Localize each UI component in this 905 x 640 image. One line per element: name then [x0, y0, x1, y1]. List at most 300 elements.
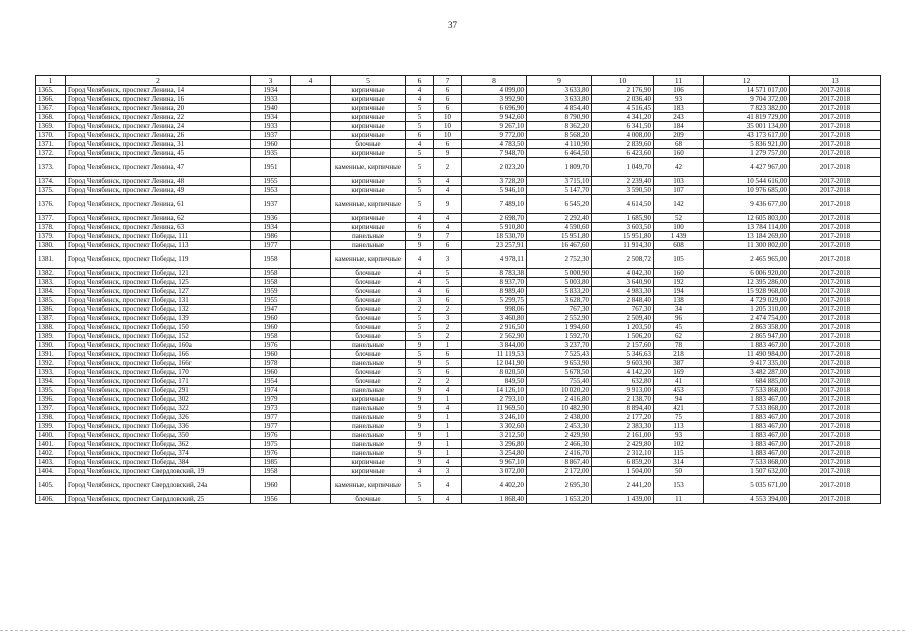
row-index-cell: 1397. — [36, 404, 66, 413]
residents-cell: 78 — [654, 341, 704, 350]
living-area-cell: 10 482,90 — [527, 404, 592, 413]
address-cell: Город Челябинск, проспект Свердловский, 25 — [66, 495, 251, 504]
wall-material-cell: кирпичные — [331, 86, 406, 95]
address-cell: Город Челябинск, проспект Победы, 132 — [66, 305, 251, 314]
cost-cell: 2 863 358,00 — [704, 323, 790, 332]
residents-cell: 75 — [654, 413, 704, 422]
living-area-cell: 5 147,70 — [527, 186, 592, 195]
residential-area-cell: 1 506,20 — [592, 332, 654, 341]
year-renovated-cell — [291, 395, 331, 404]
residents-cell: 113 — [654, 422, 704, 431]
floors-cell: 4 — [406, 86, 434, 95]
repair-period-cell: 2017-2018 — [790, 413, 881, 422]
repair-period-cell: 2017-2018 — [790, 449, 881, 458]
table-body — [36, 76, 881, 504]
residential-area-cell: 5 346,63 — [592, 350, 654, 359]
year-built-cell: 1951 — [251, 158, 291, 177]
year-built-cell: 1960 — [251, 476, 291, 495]
repair-period-cell: 2017-2018 — [790, 113, 881, 122]
floors-cell: 5 — [406, 195, 434, 214]
repair-period-cell: 2017-2018 — [790, 314, 881, 323]
entrances-cell: 1 — [434, 413, 462, 422]
living-area-cell: 2 416,70 — [527, 449, 592, 458]
year-built-cell: 1956 — [251, 495, 291, 504]
address-cell: Город Челябинск, проспект Ленина, 48 — [66, 177, 251, 186]
floors-cell: 9 — [406, 458, 434, 467]
wall-material-cell: блочные — [331, 140, 406, 149]
address-cell: Город Челябинск, проспект Ленина, 31 — [66, 140, 251, 149]
entrances-cell: 6 — [434, 368, 462, 377]
residents-cell: 100 — [654, 223, 704, 232]
residents-cell: 42 — [654, 158, 704, 177]
cost-cell: 11 490 984,00 — [704, 350, 790, 359]
cost-cell: 1 883 467,00 — [704, 449, 790, 458]
address-cell: Город Челябинск, проспект Победы, 384 — [66, 458, 251, 467]
residents-cell: 105 — [654, 250, 704, 269]
address-cell: Город Челябинск, проспект Победы, 139 — [66, 314, 251, 323]
living-area-cell: 1 592,70 — [527, 332, 592, 341]
table-row — [36, 495, 881, 504]
living-area-cell: 3 237,70 — [527, 341, 592, 350]
year-renovated-cell — [291, 95, 331, 104]
year-renovated-cell — [291, 104, 331, 113]
row-index-cell: 1406. — [36, 495, 66, 504]
residents-cell: 608 — [654, 241, 704, 250]
table-row — [36, 140, 881, 149]
year-renovated-cell — [291, 113, 331, 122]
entrances-cell: 1 — [434, 440, 462, 449]
cost-cell: 2 474 754,00 — [704, 314, 790, 323]
floors-cell: 5 — [406, 314, 434, 323]
total-area-cell: 2 793,10 — [462, 395, 527, 404]
residents-cell: 50 — [654, 467, 704, 476]
residential-area-cell: 2 429,80 — [592, 440, 654, 449]
year-renovated-cell — [291, 449, 331, 458]
entrances-cell: 6 — [434, 287, 462, 296]
total-area-cell: 4 402,20 — [462, 476, 527, 495]
year-renovated-cell — [291, 359, 331, 368]
row-index-cell: 1388. — [36, 323, 66, 332]
page-number: 37 — [448, 20, 457, 30]
year-built-cell: 1933 — [251, 95, 291, 104]
cost-cell: 1 883 467,00 — [704, 413, 790, 422]
repair-period-cell: 2017-2018 — [790, 287, 881, 296]
floors-cell: 9 — [406, 404, 434, 413]
year-built-cell: 1960 — [251, 368, 291, 377]
cost-cell: 13 184 269,00 — [704, 232, 790, 241]
floors-cell: 5 — [406, 368, 434, 377]
residential-area-cell: 1 203,50 — [592, 323, 654, 332]
total-area-cell: 14 126,10 — [462, 386, 527, 395]
floors-cell: 5 — [406, 113, 434, 122]
floors-cell: 3 — [406, 296, 434, 305]
entrances-cell: 4 — [434, 214, 462, 223]
year-renovated-cell — [291, 332, 331, 341]
row-index-cell: 1385. — [36, 296, 66, 305]
residential-area-cell: 767,30 — [592, 305, 654, 314]
residential-area-cell: 4 983,30 — [592, 287, 654, 296]
living-area-cell: 8 867,40 — [527, 458, 592, 467]
row-index-cell: 1373. — [36, 158, 66, 177]
entrances-cell: 4 — [434, 223, 462, 232]
living-area-cell: 4 110,90 — [527, 140, 592, 149]
cost-cell: 1 883 467,00 — [704, 440, 790, 449]
year-built-cell: 1978 — [251, 359, 291, 368]
repair-period-cell: 2017-2018 — [790, 476, 881, 495]
living-area-cell: 3 628,70 — [527, 296, 592, 305]
wall-material-cell: панельные — [331, 386, 406, 395]
repair-period-cell: 2017-2018 — [790, 404, 881, 413]
address-cell: Город Челябинск, проспект Ленина, 61 — [66, 195, 251, 214]
repair-period-cell: 2017-2018 — [790, 341, 881, 350]
year-built-cell: 1976 — [251, 449, 291, 458]
year-renovated-cell — [291, 305, 331, 314]
address-cell: Город Челябинск, проспект Победы, 121 — [66, 269, 251, 278]
floors-cell: 5 — [406, 476, 434, 495]
table-row — [36, 223, 881, 232]
repair-period-cell: 2017-2018 — [790, 377, 881, 386]
residential-area-cell: 3 603,50 — [592, 223, 654, 232]
column-number-cell: 11 — [654, 76, 704, 86]
table-row — [36, 296, 881, 305]
floors-cell: 4 — [406, 140, 434, 149]
living-area-cell: 8 568,20 — [527, 131, 592, 140]
residents-cell: 102 — [654, 440, 704, 449]
floors-cell: 5 — [406, 186, 434, 195]
floors-cell: 2 — [406, 377, 434, 386]
floors-cell: 4 — [406, 250, 434, 269]
total-area-cell: 7 948,70 — [462, 149, 527, 158]
table-row — [36, 214, 881, 223]
year-built-cell: 1934 — [251, 86, 291, 95]
year-renovated-cell — [291, 495, 331, 504]
entrances-cell: 6 — [434, 296, 462, 305]
table-row — [36, 404, 881, 413]
wall-material-cell: кирпичные — [331, 467, 406, 476]
repair-period-cell: 2017-2018 — [790, 359, 881, 368]
wall-material-cell: панельные — [331, 449, 406, 458]
residential-area-cell: 2 138,70 — [592, 395, 654, 404]
total-area-cell: 23 257,91 — [462, 241, 527, 250]
residents-cell: 192 — [654, 278, 704, 287]
address-cell: Город Челябинск, проспект Ленина, 45 — [66, 149, 251, 158]
repair-period-cell: 2017-2018 — [790, 368, 881, 377]
residential-area-cell: 2 312,10 — [592, 449, 654, 458]
living-area-cell: 1 809,70 — [527, 158, 592, 177]
residential-area-cell: 6 423,60 — [592, 149, 654, 158]
total-area-cell: 2 023,20 — [462, 158, 527, 177]
repair-period-cell: 2017-2018 — [790, 149, 881, 158]
floors-cell: 5 — [406, 332, 434, 341]
year-renovated-cell — [291, 241, 331, 250]
table-row — [36, 341, 881, 350]
address-cell: Город Челябинск, проспект Победы, 113 — [66, 241, 251, 250]
living-area-cell: 2 438,00 — [527, 413, 592, 422]
row-index-cell: 1389. — [36, 332, 66, 341]
entrances-cell: 1 — [434, 449, 462, 458]
cost-cell: 1 883 467,00 — [704, 431, 790, 440]
year-renovated-cell — [291, 323, 331, 332]
residents-cell: 387 — [654, 359, 704, 368]
wall-material-cell: панельные — [331, 431, 406, 440]
table-row — [36, 241, 881, 250]
residential-area-cell: 2 848,40 — [592, 296, 654, 305]
residential-area-cell: 8 894,40 — [592, 404, 654, 413]
repair-period-cell: 2017-2018 — [790, 195, 881, 214]
wall-material-cell: кирпичные — [331, 104, 406, 113]
residential-area-cell: 4 008,00 — [592, 131, 654, 140]
row-index-cell: 1384. — [36, 287, 66, 296]
year-renovated-cell — [291, 131, 331, 140]
total-area-cell: 3 302,60 — [462, 422, 527, 431]
wall-material-cell: блочные — [331, 278, 406, 287]
wall-material-cell: блочные — [331, 287, 406, 296]
address-cell: Город Челябинск, проспект Ленина, 63 — [66, 223, 251, 232]
year-built-cell: 1947 — [251, 305, 291, 314]
total-area-cell: 3 072,00 — [462, 467, 527, 476]
wall-material-cell: кирпичные — [331, 458, 406, 467]
year-built-cell: 1934 — [251, 223, 291, 232]
cost-cell: 1 883 467,00 — [704, 395, 790, 404]
total-area-cell: 2 562,90 — [462, 332, 527, 341]
year-renovated-cell — [291, 386, 331, 395]
total-area-cell: 3 254,80 — [462, 449, 527, 458]
entrances-cell: 3 — [434, 467, 462, 476]
address-cell: Город Челябинск, проспект Ленина, 26 — [66, 131, 251, 140]
living-area-cell: 2 695,30 — [527, 476, 592, 495]
residents-cell: 153 — [654, 476, 704, 495]
cost-cell: 6 006 920,00 — [704, 269, 790, 278]
residents-cell: 453 — [654, 386, 704, 395]
year-renovated-cell — [291, 186, 331, 195]
residents-cell: 106 — [654, 86, 704, 95]
table-row — [36, 332, 881, 341]
repair-period-cell: 2017-2018 — [790, 395, 881, 404]
year-renovated-cell — [291, 431, 331, 440]
residential-area-cell: 1 685,90 — [592, 214, 654, 223]
row-index-cell: 1365. — [36, 86, 66, 95]
row-index-cell: 1405. — [36, 476, 66, 495]
wall-material-cell: кирпичные — [331, 131, 406, 140]
residents-cell: 314 — [654, 458, 704, 467]
address-cell: Город Челябинск, проспект Победы, 326 — [66, 413, 251, 422]
wall-material-cell: каменные, кирпичные — [331, 476, 406, 495]
row-index-cell: 1383. — [36, 278, 66, 287]
wall-material-cell: блочные — [331, 305, 406, 314]
floors-cell: 4 — [406, 278, 434, 287]
cost-cell: 9 436 677,00 — [704, 195, 790, 214]
year-renovated-cell — [291, 250, 331, 269]
total-area-cell: 3 460,80 — [462, 314, 527, 323]
residents-cell: 138 — [654, 296, 704, 305]
residents-cell: 41 — [654, 377, 704, 386]
floors-cell: 4 — [406, 269, 434, 278]
row-index-cell: 1404. — [36, 467, 66, 476]
residential-area-cell: 2 177,20 — [592, 413, 654, 422]
entrances-cell: 9 — [434, 195, 462, 214]
wall-material-cell: блочные — [331, 368, 406, 377]
address-cell: Город Челябинск, проспект Победы, 150 — [66, 323, 251, 332]
entrances-cell: 4 — [434, 476, 462, 495]
table-row — [36, 113, 881, 122]
table-row — [36, 122, 881, 131]
floors-cell: 4 — [406, 287, 434, 296]
floors-cell: 9 — [406, 359, 434, 368]
address-cell: Город Челябинск, проспект Победы, 302 — [66, 395, 251, 404]
year-renovated-cell — [291, 232, 331, 241]
wall-material-cell: панельные — [331, 404, 406, 413]
table-row — [36, 287, 881, 296]
floors-cell: 4 — [406, 95, 434, 104]
total-area-cell: 4 978,11 — [462, 250, 527, 269]
wall-material-cell: каменные, кирпичные — [331, 158, 406, 177]
year-renovated-cell — [291, 149, 331, 158]
residential-area-cell: 2 239,40 — [592, 177, 654, 186]
table-row — [36, 467, 881, 476]
year-built-cell: 1977 — [251, 241, 291, 250]
repair-period-cell: 2017-2018 — [790, 296, 881, 305]
address-cell: Город Челябинск, проспект Ленина, 16 — [66, 95, 251, 104]
year-renovated-cell — [291, 158, 331, 177]
total-area-cell: 9 967,10 — [462, 458, 527, 467]
residents-cell: 421 — [654, 404, 704, 413]
residential-area-cell: 2 441,20 — [592, 476, 654, 495]
total-area-cell: 6 696,90 — [462, 104, 527, 113]
year-renovated-cell — [291, 223, 331, 232]
address-cell: Город Челябинск, проспект Ленина, 62 — [66, 214, 251, 223]
living-area-cell: 8 362,20 — [527, 122, 592, 131]
residential-area-cell: 2 036,40 — [592, 95, 654, 104]
cost-cell: 9 704 372,00 — [704, 95, 790, 104]
floors-cell: 5 — [406, 104, 434, 113]
living-area-cell: 2 466,30 — [527, 440, 592, 449]
column-number-cell: 3 — [251, 76, 291, 86]
residential-area-cell: 9 913,00 — [592, 386, 654, 395]
total-area-cell: 18 530,70 — [462, 232, 527, 241]
residential-area-cell: 4 042,30 — [592, 269, 654, 278]
wall-material-cell: блочные — [331, 314, 406, 323]
entrances-cell: 10 — [434, 113, 462, 122]
repair-period-cell: 2017-2018 — [790, 440, 881, 449]
floors-cell: 4 — [406, 214, 434, 223]
wall-material-cell: кирпичные — [331, 122, 406, 131]
repair-period-cell: 2017-2018 — [790, 467, 881, 476]
total-area-cell: 1 868,40 — [462, 495, 527, 504]
entrances-cell: 5 — [434, 269, 462, 278]
repair-period-cell: 2017-2018 — [790, 214, 881, 223]
row-index-cell: 1396. — [36, 395, 66, 404]
total-area-cell: 3 728,20 — [462, 177, 527, 186]
address-cell: Город Челябинск, проспект Победы, 125 — [66, 278, 251, 287]
year-built-cell: 1976 — [251, 431, 291, 440]
address-cell: Город Челябинск, проспект Победы, 127 — [66, 287, 251, 296]
row-index-cell: 1376. — [36, 195, 66, 214]
cost-cell: 1 279 757,00 — [704, 149, 790, 158]
year-built-cell: 1937 — [251, 131, 291, 140]
year-built-cell: 1937 — [251, 195, 291, 214]
cost-cell: 4 427 967,00 — [704, 158, 790, 177]
repair-period-cell: 2017-2018 — [790, 458, 881, 467]
year-built-cell: 1973 — [251, 404, 291, 413]
row-index-cell: 1382. — [36, 269, 66, 278]
wall-material-cell: панельные — [331, 413, 406, 422]
residential-area-cell: 632,80 — [592, 377, 654, 386]
entrances-cell: 1 — [434, 341, 462, 350]
total-area-cell: 12 041,90 — [462, 359, 527, 368]
total-area-cell: 11 119,53 — [462, 350, 527, 359]
cost-cell: 2 465 965,00 — [704, 250, 790, 269]
living-area-cell: 2 453,30 — [527, 422, 592, 431]
repair-period-cell: 2017-2018 — [790, 86, 881, 95]
year-built-cell: 1960 — [251, 140, 291, 149]
wall-material-cell: блочные — [331, 377, 406, 386]
table-row — [36, 177, 881, 186]
address-cell: Город Челябинск, проспект Ленина, 49 — [66, 186, 251, 195]
year-built-cell: 1979 — [251, 395, 291, 404]
entrances-cell: 4 — [434, 177, 462, 186]
floors-cell: 5 — [406, 350, 434, 359]
residential-area-cell: 9 603,90 — [592, 359, 654, 368]
entrances-cell: 2 — [434, 323, 462, 332]
entrances-cell: 4 — [434, 186, 462, 195]
cost-cell: 7 823 382,00 — [704, 104, 790, 113]
year-built-cell: 1960 — [251, 314, 291, 323]
address-cell: Город Челябинск, проспект Ленина, 22 — [66, 113, 251, 122]
wall-material-cell: кирпичные — [331, 149, 406, 158]
year-renovated-cell — [291, 278, 331, 287]
cost-cell: 1 883 467,00 — [704, 341, 790, 350]
living-area-cell: 1 653,20 — [527, 495, 592, 504]
year-renovated-cell — [291, 377, 331, 386]
living-area-cell: 4 854,40 — [527, 104, 592, 113]
address-cell: Город Челябинск, проспект Победы, 152 — [66, 332, 251, 341]
year-built-cell: 1958 — [251, 250, 291, 269]
entrances-cell: 4 — [434, 495, 462, 504]
residents-cell: 107 — [654, 186, 704, 195]
address-cell: Город Челябинск, проспект Победы, 322 — [66, 404, 251, 413]
residential-area-cell: 2 839,60 — [592, 140, 654, 149]
residential-area-cell: 2 509,40 — [592, 314, 654, 323]
repair-period-cell: 2017-2018 — [790, 495, 881, 504]
residents-cell: 218 — [654, 350, 704, 359]
entrances-cell: 6 — [434, 140, 462, 149]
address-cell: Город Челябинск, проспект Победы, 111 — [66, 232, 251, 241]
wall-material-cell: кирпичные — [331, 177, 406, 186]
total-area-cell: 8 783,38 — [462, 269, 527, 278]
year-built-cell: 1986 — [251, 232, 291, 241]
entrances-cell: 7 — [434, 232, 462, 241]
repair-period-cell: 2017-2018 — [790, 332, 881, 341]
wall-material-cell: кирпичные — [331, 395, 406, 404]
residents-cell: 194 — [654, 287, 704, 296]
row-index-cell: 1372. — [36, 149, 66, 158]
residents-cell: 93 — [654, 95, 704, 104]
residential-area-cell: 3 640,90 — [592, 278, 654, 287]
address-cell: Город Челябинск, проспект Ленина, 20 — [66, 104, 251, 113]
cost-cell: 43 173 617,00 — [704, 131, 790, 140]
address-cell: Город Челябинск, проспект Победы, 171 — [66, 377, 251, 386]
residential-area-cell: 2 161,00 — [592, 431, 654, 440]
total-area-cell: 9 942,60 — [462, 113, 527, 122]
year-built-cell: 1958 — [251, 278, 291, 287]
total-area-cell: 3 844,00 — [462, 341, 527, 350]
total-area-cell: 3 992,90 — [462, 95, 527, 104]
repair-period-cell: 2017-2018 — [790, 131, 881, 140]
residents-cell: 93 — [654, 431, 704, 440]
residential-area-cell: 2 508,72 — [592, 250, 654, 269]
table-row — [36, 131, 881, 140]
wall-material-cell: каменные, кирпичные — [331, 250, 406, 269]
